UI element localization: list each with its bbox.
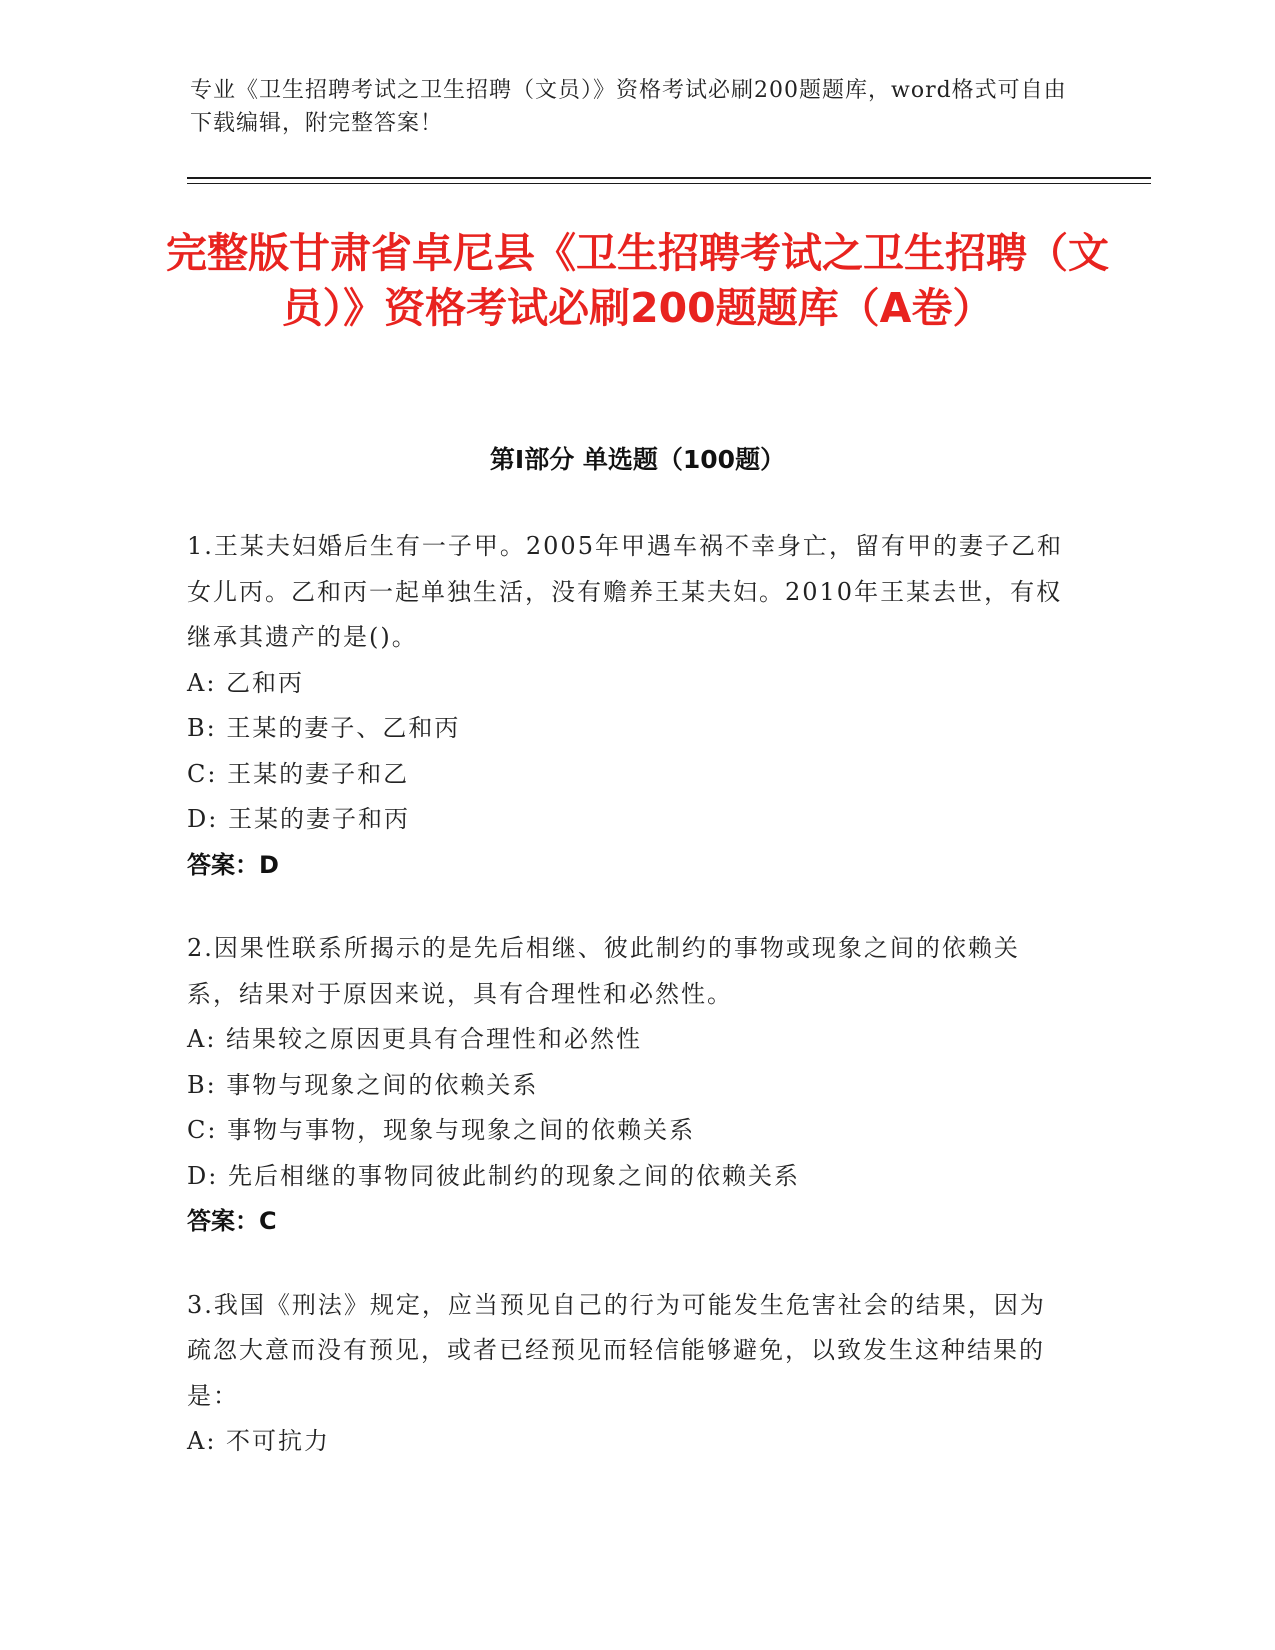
header-note: 专业《卫生招聘考试之卫生招聘（文员）》资格考试必刷200题题库，word格式可自由下载编辑，附完整答案！ — [190, 78, 1067, 136]
section-heading: 第Ⅰ部分 单选题（100题） — [489, 445, 786, 474]
option-c: C: 事物与事物，现象与现象之间的依赖关系 — [187, 1116, 696, 1144]
document-title: 完整版甘肃省卓尼县《卫生招聘考试之卫生招聘（文员）》资格考试必刷200题题库（A卷） — [166, 229, 1109, 332]
question-3 — [187, 1283, 1067, 1465]
header-rule-thick — [187, 177, 1151, 179]
answer: 答案：D — [187, 850, 279, 879]
question-text: 3.我国《刑法》规定，应当预见自己的行为可能发生危害社会的结果，因为疏忽大意而没有预见，或者已经预见而轻信能够避免，以致发生这种结果的是： — [187, 1290, 1046, 1410]
option-a: A: 结果较之原因更具有合理性和必然性 — [187, 1025, 643, 1053]
option-b: B: 事物与现象之间的依赖关系 — [187, 1070, 539, 1099]
header-rule-thin — [187, 183, 1151, 184]
question-list — [187, 524, 1067, 1503]
option-b: B: 王某的妻子、乙和丙 — [187, 714, 461, 742]
answer: 答案：C — [187, 1207, 277, 1235]
option-d: D: 先后相继的事物同彼此制约的现象之间的依赖关系 — [187, 1161, 800, 1190]
question-2 — [187, 926, 1067, 1245]
question-text: 2.因果性联系所揭示的是先后相继、彼此制约的事物或现象之间的依赖关系，结果对于原因来说，具有合理性和必然性。 — [187, 934, 1020, 1008]
option-c: C: 王某的妻子和乙 — [187, 759, 410, 788]
option-a: A: 乙和丙 — [187, 668, 305, 697]
question-1 — [187, 524, 1067, 888]
question-text: 1.王某夫妇婚后生有一子甲。2005年甲遇车祸不幸身亡，留有甲的妻子乙和女儿丙。乙和丙一起单独生活，没有赡养王某夫妇。2010年王某去世，有权继承其遗产的是()。 — [187, 532, 1063, 651]
option-a: A: 不可抗力 — [187, 1427, 331, 1455]
option-d: D: 王某的妻子和丙 — [187, 805, 410, 833]
